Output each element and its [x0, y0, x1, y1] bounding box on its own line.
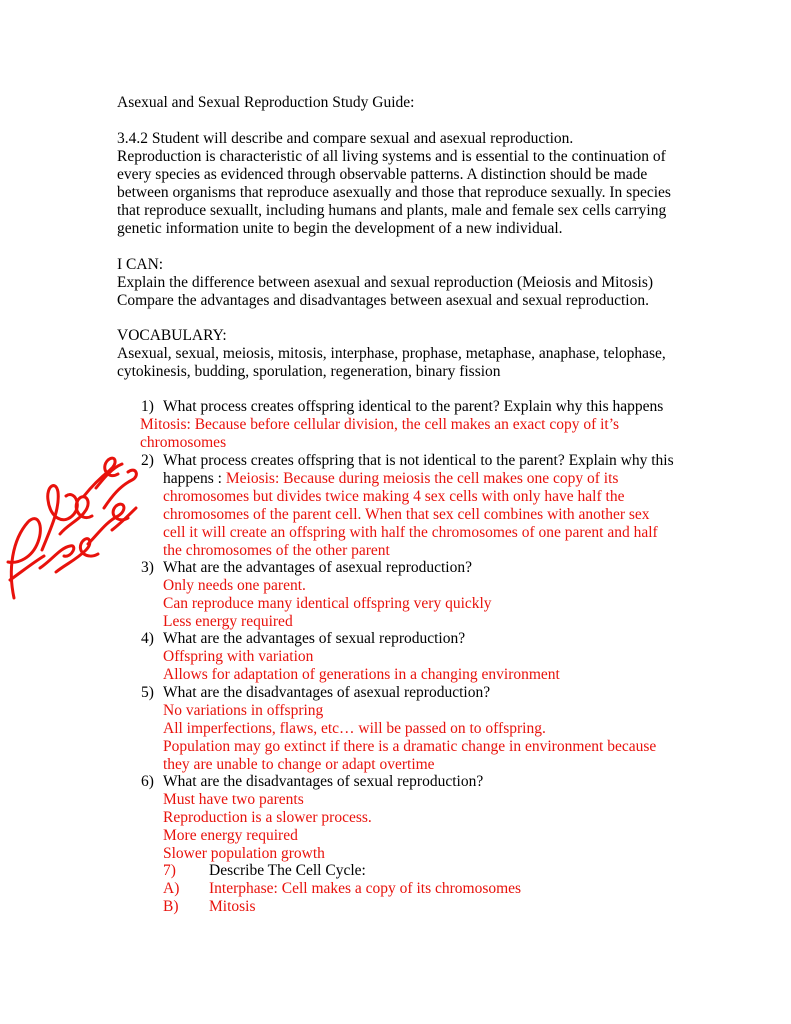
answer-line: No variations in offspring — [163, 702, 324, 719]
answer-line: chromosomes of the parent cell. When that sex cell combines with another sex — [163, 506, 650, 523]
cell-cycle-item-number: A) — [163, 880, 180, 897]
answer-line: More energy required — [163, 827, 298, 844]
answer-line: Slower population growth — [163, 845, 325, 862]
vocabulary-heading: VOCABULARY: — [117, 327, 227, 344]
answer-line: cell it will create an offspring with half the chromosomes of one parent and half — [163, 524, 658, 541]
answer-line: Offspring with variation — [163, 648, 314, 665]
answer-inline: Meiosis: Because during meiosis the cell makes one copy of its — [225, 470, 619, 487]
ican-line: Compare the advantages and disadvantages between asexual and sexual reproduction. — [117, 292, 649, 309]
question-number: 5) — [141, 684, 154, 701]
cell-cycle-item: Mitosis — [209, 898, 256, 915]
cell-cycle-item-number: B) — [163, 898, 179, 915]
question-text: What are the advantages of asexual reproduction? — [163, 559, 472, 576]
answer-line: Only needs one parent. — [163, 577, 306, 594]
answer-line: they are unable to change or adapt overtime — [163, 756, 435, 773]
answer-line: the chromosomes of the other parent — [163, 542, 390, 559]
question-number: 2) — [141, 452, 154, 469]
question-text: What are the advantages of sexual reproduction? — [163, 630, 466, 647]
answer-line: Reproduction is a slower process. — [163, 809, 372, 826]
answer-line: Can reproduce many identical offspring very quickly — [163, 595, 492, 612]
question-number: 4) — [141, 630, 154, 647]
answer-line: chromosomes but divides twice making 4 sex cells with only have half the — [163, 488, 625, 505]
question-text: What process creates offspring identical to the parent? Explain why this happens — [163, 398, 664, 415]
answer-line: All imperfections, flaws, etc… will be passed on to offspring. — [163, 720, 546, 737]
answer-line: Less energy required — [163, 613, 293, 630]
question-text: What are the disadvantages of sexual reproduction? — [163, 773, 484, 790]
ican-heading: I CAN: — [117, 256, 164, 273]
vocabulary-line: Asexual, sexual, meiosis, mitosis, interphase, prophase, metaphase, anaphase, telophase, — [117, 345, 666, 362]
answer-line: Population may go extinct if there is a dramatic change in environment because — [163, 738, 657, 755]
question-text: What are the disadvantages of asexual reproduction? — [163, 684, 491, 701]
answer-line: Allows for adaptation of generations in a changing environment — [163, 666, 560, 683]
document-title: Asexual and Sexual Reproduction Study Guide: — [117, 94, 415, 111]
ican-line: Explain the difference between asexual and sexual reproduction (Meiosis and Mitosis) — [117, 274, 654, 291]
standard-line: that reproduce sexuallt, including humans and plants, male and female sex cells carrying — [117, 202, 667, 219]
question-number: 6) — [141, 773, 154, 790]
standard-line: every species as evidenced through observable patterns. A distinction should be made — [117, 166, 648, 183]
answer-line: Must have two parents — [163, 791, 304, 808]
question-text: What process creates offspring that is not identical to the parent? Explain why this — [163, 452, 674, 469]
vocabulary-line: cytokinesis, budding, sporulation, regeneration, binary fission — [117, 363, 501, 380]
standard-code-line: 3.4.2 Student will describe and compare sexual and asexual reproduction. — [117, 130, 574, 147]
question-number: 1) — [141, 398, 154, 415]
cell-cycle-label: Describe The Cell Cycle: — [209, 862, 366, 879]
standard-line: between organisms that reproduce asexually and those that reproduce sexually. In species — [117, 184, 671, 201]
standard-line: Reproduction is characteristic of all living systems and is essential to the continuation of — [117, 148, 666, 165]
question-text-continued — [163, 470, 618, 488]
answer-line: Mitosis: Because before cellular division, the cell makes an exact copy of it’s — [140, 416, 620, 433]
standard-line: genetic information unite to begin the development of a new individual. — [117, 220, 563, 237]
handwritten-annotation — [0, 430, 150, 610]
question-number: 3) — [141, 559, 154, 576]
question-number: 7) — [163, 862, 176, 879]
cell-cycle-item: Interphase: Cell makes a copy of its chromosomes — [209, 880, 522, 897]
answer-line: chromosomes — [140, 434, 227, 451]
question-continuation: happens : — [163, 470, 226, 487]
